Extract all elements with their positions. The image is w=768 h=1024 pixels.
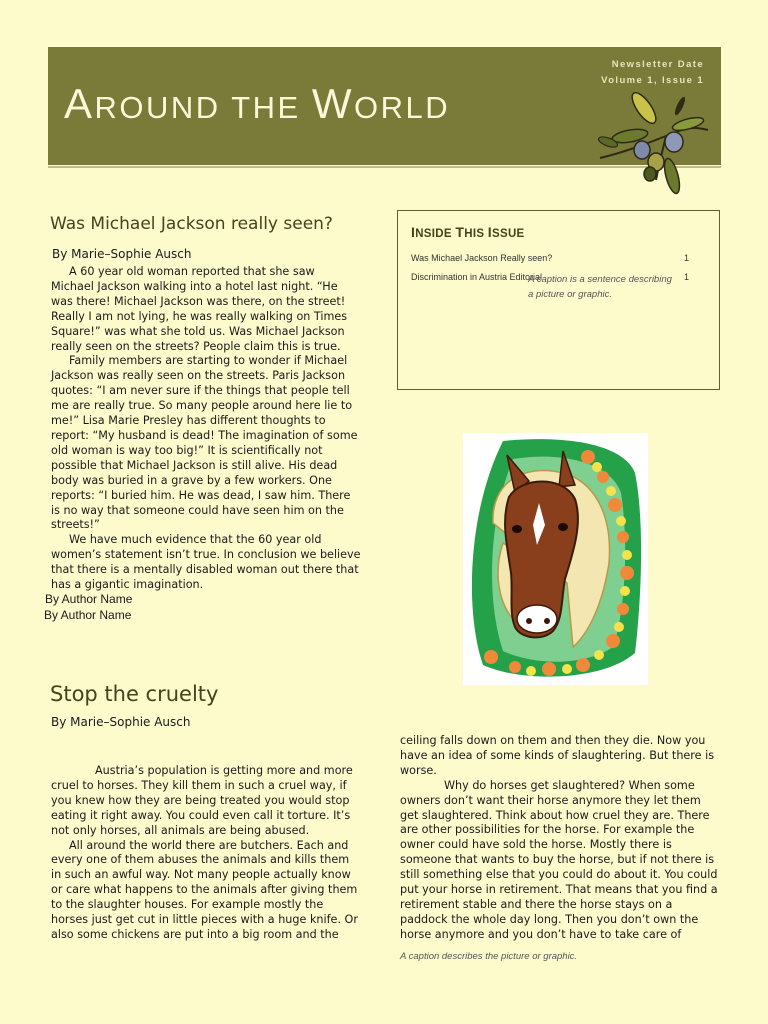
article-byline: By Marie–Sophie Ausch [51,715,191,729]
author-name: By Author Name [45,592,133,606]
olive-branch-icon [596,92,716,200]
toc-item-label[interactable]: Was Michael Jackson Really seen? [411,253,553,263]
picture-caption: A caption describes the picture or graphic. [400,951,578,962]
toc-item-label[interactable]: Discrimination in Austria Editorial [411,272,543,282]
article-headline: Stop the cruelty [50,682,219,706]
article-byline: By Marie–Sophie Ausch [52,247,192,261]
caption-line: a picture or graphic. [528,289,612,300]
newsletter-title: AROUND THE WORLD [64,80,451,127]
article-headline: Was Michael Jackson really seen? [50,214,333,234]
toc-item-page: 1 [684,253,690,263]
article-body-col2: ceiling falls down on them and then they die. Now you have an idea of some kinds of slaughtering. But there is worse. Why do horses get slaughtered? When some owners don’t want their horse anymore they let them get slaughtered. Think about how cruel they are. There are other possibilities for the horse. For example the owner could have sold the horse. Mostly there is someone that wants to buy the horse, but if not there is still something else that you could do about it. You could put your horse in retirement. That means that you find a retirement stable and there the horse stays on a paddock the whole day long. Then you don’t own the horse anymore and you don’t have to take care of [400,734,718,941]
author-name: By Author Name [44,608,132,622]
horse-head-clipart [463,433,648,685]
volume-issue: Volume 1, Issue 1 [601,75,704,86]
inside-this-issue-title: INSIDE THIS ISSUE [411,224,525,240]
newsletter-date: Newsletter Date [611,59,704,70]
article-body: A 60 year old woman reported that she saw Michael Jackson walking into a hotel last night. “He was there! Michael Jackson was there, on the street! Really I am not lying, he was really walking on Times Square!” was what she told us. Was Michael Jackson really seen on the streets? People claim this is true. Family members are starting to wonder if Michael Jackson was really seen on the streets. Paris Jackson quotes: “I am never sure if the things that people tell me are really true. So many people around here lie to me!” Lisa Marie Presley has different thoughts to report: “My husband is dead! The imagination of some old woman is way too big!” It is scientifically not possible that Michael Jackson is still alive. His dead body was buried in a grave by a few workers. One reports: “I buried him. He was dead, I saw him. There is no way that someone could have seen him on the streets!” We have much evidence that the 60 year old women’s statement isn’t true. In conclusion we believe that there is a mentally disabled woman out there that has a gigantic imagination. [51,265,361,592]
article-body-col1: Austria’s population is getting more and more cruel to horses. They kill them in such a cruel way, if you knew how they are being treated you would stop eating it right away. You could even call it torture. It’s not only horses, all animals are being abused. All around the world there are butchers. Each and every one of them abuses the animals and kills them in such an awful way. Not many people actually know or care what happens to the animals after giving them to the slaughter houses. For example mostly the horses just get cut in little pieces with a huge knife. Or also some chickens are put into a big room and the [51,764,358,941]
toc-item-page: 1 [684,272,690,282]
caption-line: A caption is a sentence describing [528,274,672,285]
